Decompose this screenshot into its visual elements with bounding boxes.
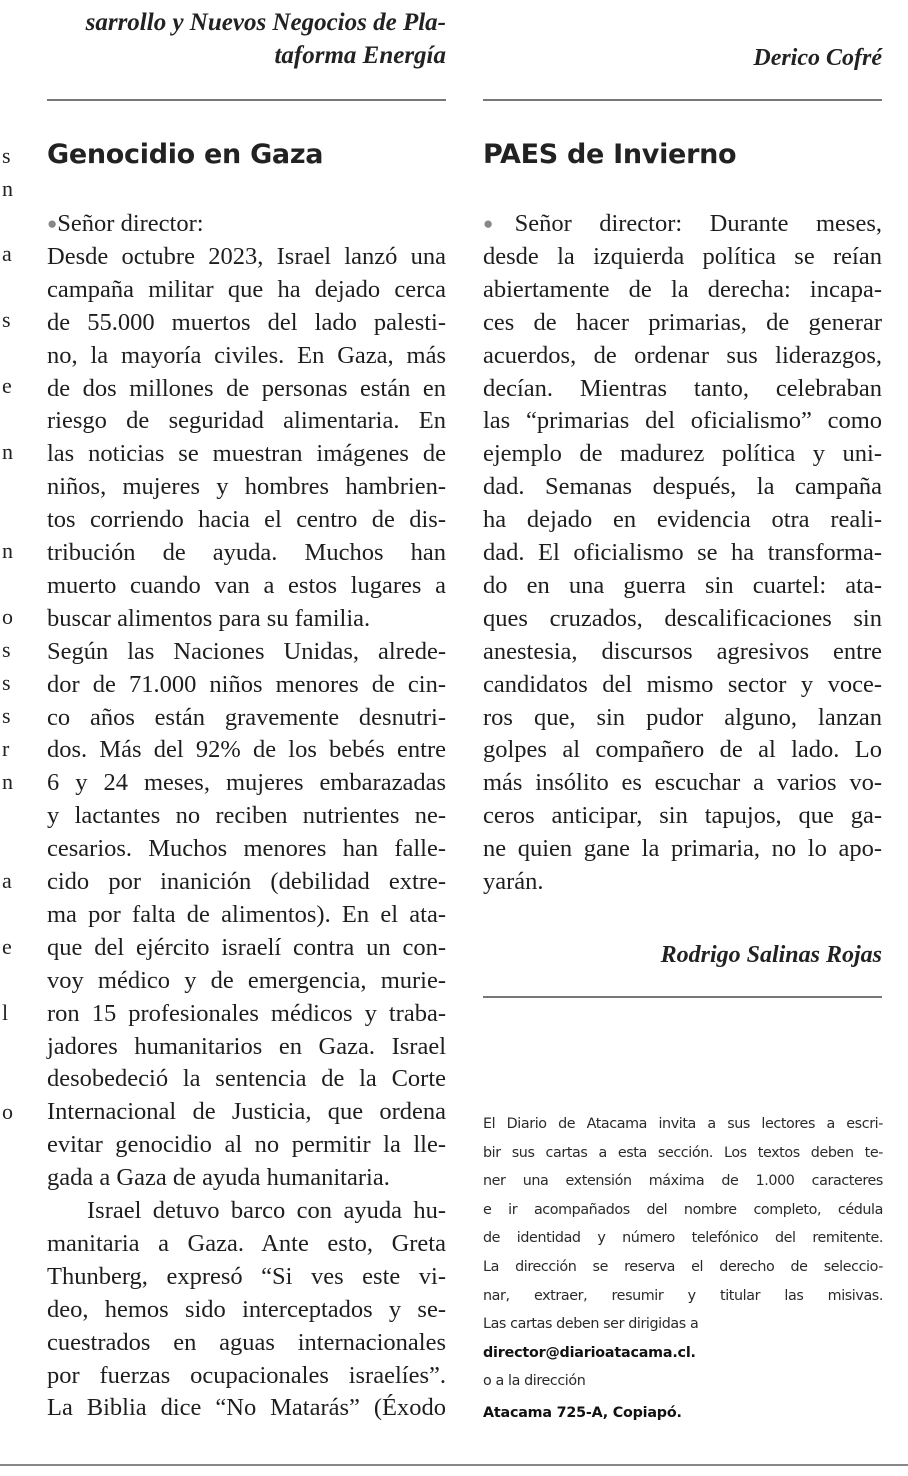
body-line: manitaria a Gaza. Ante esto, Greta: [47, 1229, 446, 1257]
body-line: por fuerzas ocupacionales israelíes”.: [47, 1361, 446, 1389]
bullet-icon: ●: [483, 214, 515, 233]
body-line: Desde octubre 2023, Israel lanzó una: [47, 242, 446, 270]
body-line: las “primarias del oficialismo” como: [483, 407, 882, 435]
body-line: más insólito es escuchar a varios vo-: [483, 769, 882, 797]
body-line: golpes al compañero de al lado. Lo: [483, 736, 882, 764]
body-line: ques cruzados, descalificaciones sin: [483, 604, 882, 632]
body-line: ros que, sin pudor alguno, lanzan: [483, 703, 882, 731]
body-line: riesgo de seguridad alimentaria. En: [47, 407, 446, 435]
edge-char: s: [2, 670, 11, 695]
body-line: dos. Más del 92% de los bebés entre: [47, 736, 446, 764]
edge-char: a: [2, 241, 12, 266]
edge-char: n: [2, 176, 13, 201]
body-line: las noticias se muestran imágenes de: [47, 440, 446, 468]
letter-headline: PAES de Invierno: [483, 139, 737, 170]
page-bottom-rule: [0, 1464, 908, 1466]
body-line: no, la mayoría civiles. En Gaza, más: [47, 341, 446, 369]
body-line: ne quien gane la primaria, no lo apo-: [483, 835, 882, 863]
section-divider: [483, 996, 882, 998]
body-line: Internacional de Justicia, que ordena: [47, 1098, 446, 1126]
body-line: tribución de ayuda. Muchos han: [47, 539, 446, 566]
body-line: tos corriendo hacia el centro de dis-: [47, 506, 446, 534]
info-line: ner una extensión máxima de 1.000 caracteres: [483, 1173, 883, 1190]
body-line: de dos millones de personas están en: [47, 374, 446, 402]
body-line: yarán.: [483, 868, 544, 895]
body-line-text: Señor director:: [57, 210, 204, 237]
body-line: buscar alimentos para su familia.: [47, 604, 371, 632]
body-line: La Biblia dice “No Matarás” (Éxodo: [47, 1394, 446, 1422]
body-line: dor de 71.000 niños menores de cin-: [47, 670, 446, 698]
body-line: [47, 207, 446, 240]
body-line: niños, mujeres y hombres hambrien-: [47, 473, 446, 501]
body-line: y lactantes no reciben nutrientes ne-: [47, 802, 446, 830]
body-line: Israel detuvo barco con ayuda hu-: [87, 1197, 446, 1224]
edge-char: o: [2, 604, 13, 629]
body-line: de 55.000 muertos del lado palesti-: [47, 308, 446, 336]
letter-signature: Rodrigo Salinas Rojas: [660, 942, 882, 968]
info-line: Las cartas deben ser dirigidas a: [483, 1316, 699, 1333]
letter-headline: Genocidio en Gaza: [47, 139, 324, 170]
body-line: ha dejado en evidencia otra reali-: [483, 506, 882, 534]
address-intro: o a la dirección: [483, 1373, 586, 1389]
body-line: deo, hemos sido interceptados y se-: [47, 1295, 446, 1323]
body-line: abiertamente de la derecha: incapa-: [483, 275, 882, 303]
body-line: cuestrados en aguas internacionales: [47, 1328, 446, 1356]
body-line-text: Señor director: Durante meses,: [514, 210, 882, 237]
body-line: muerto cuando van a estos lugares a: [47, 571, 446, 599]
body-line: ejemplo de madurez política y uni-: [483, 440, 882, 468]
body-line: que del ejército israelí contra un con-: [47, 933, 446, 961]
info-line: La dirección se reserva el derecho de seleccio-: [483, 1259, 883, 1275]
edge-char: l: [2, 1000, 9, 1025]
info-line: nar, extraer, resumir y titular las misivas.: [483, 1287, 883, 1304]
edge-char: s: [2, 307, 11, 332]
body-line: gada a Gaza de ayuda humanitaria.: [47, 1164, 390, 1192]
body-line: 6 y 24 meses, mujeres embarazadas: [47, 769, 446, 797]
info-line: bir sus cartas a esta sección. Los textos deben te-: [483, 1144, 883, 1161]
edge-char: s: [2, 703, 11, 728]
body-line: dad. Semanas después, la campaña: [483, 473, 882, 501]
edge-char: s: [2, 143, 11, 168]
body-line: dad. El oficialismo se ha transforma-: [483, 539, 882, 566]
body-line: ma por falta de alimentos). En el ata-: [47, 900, 446, 928]
edge-char: e: [2, 373, 12, 398]
previous-letter-line: sarrollo y Nuevos Negocios de Pla-: [85, 9, 446, 36]
body-line: candidatos del mismo sector y voce-: [483, 670, 882, 698]
body-line: cesarios. Muchos menores han falle-: [47, 835, 446, 863]
edge-char: s: [2, 637, 11, 662]
body-line: desobedeció la sentencia de la Corte: [47, 1065, 446, 1093]
body-line: acuerdos, de ordenar sus liderazgos,: [483, 341, 882, 369]
body-line: Según las Naciones Unidas, alrede-: [47, 637, 446, 665]
edge-char: r: [2, 736, 10, 761]
bullet-icon: ●: [47, 214, 58, 233]
section-divider: [483, 99, 882, 101]
edge-char: n: [2, 439, 13, 464]
body-line: ceros anticipar, sin tapujos, que ga-: [483, 802, 882, 830]
edge-char: n: [2, 538, 13, 563]
body-line: anestesia, discursos agresivos entre: [483, 637, 882, 665]
info-line: de identidad y número telefónico del remitente.: [483, 1230, 883, 1247]
contact-email[interactable]: director@diarioatacama.cl.: [483, 1345, 696, 1361]
postal-address: Atacama 725-A, Copiapó.: [483, 1405, 682, 1421]
body-line: ron 15 profesionales médicos y traba-: [47, 999, 446, 1027]
body-line: ces de hacer primarias, de generar: [483, 308, 882, 336]
body-line: jadores humanitarios en Gaza. Israel: [47, 1032, 446, 1060]
body-line: Thunberg, expresó “Si ves este vi-: [47, 1262, 446, 1290]
section-divider: [47, 99, 446, 101]
body-line: voy médico y de emergencia, murie-: [47, 966, 446, 994]
previous-letter-signature-line: taforma Energía: [274, 42, 446, 69]
info-line: e ir acompañados del nombre completo, cédula: [483, 1201, 883, 1218]
edge-char: a: [2, 868, 12, 893]
adjacent-column-edge: [0, 0, 16, 1476]
body-line: co años están gravemente desnutri-: [47, 703, 446, 731]
body-line: evitar genocidio al no permitir la lle-: [47, 1131, 446, 1159]
body-line: desde la izquierda política se reían: [483, 242, 882, 270]
body-line: [483, 207, 882, 240]
edge-char: n: [2, 769, 13, 794]
info-line: El Diario de Atacama invita a sus lectores a escri-: [483, 1116, 883, 1132]
edge-char: e: [2, 934, 12, 959]
previous-letter-signature: Derico Cofré: [753, 45, 882, 71]
body-line: cido por inanición (debilidad extre-: [47, 868, 446, 895]
body-line: do en una guerra sin cuartel: ata-: [483, 571, 882, 599]
body-line: decían. Mientras tanto, celebraban: [483, 374, 882, 402]
body-line: campaña militar que ha dejado cerca: [47, 275, 446, 303]
edge-char: o: [2, 1099, 13, 1124]
